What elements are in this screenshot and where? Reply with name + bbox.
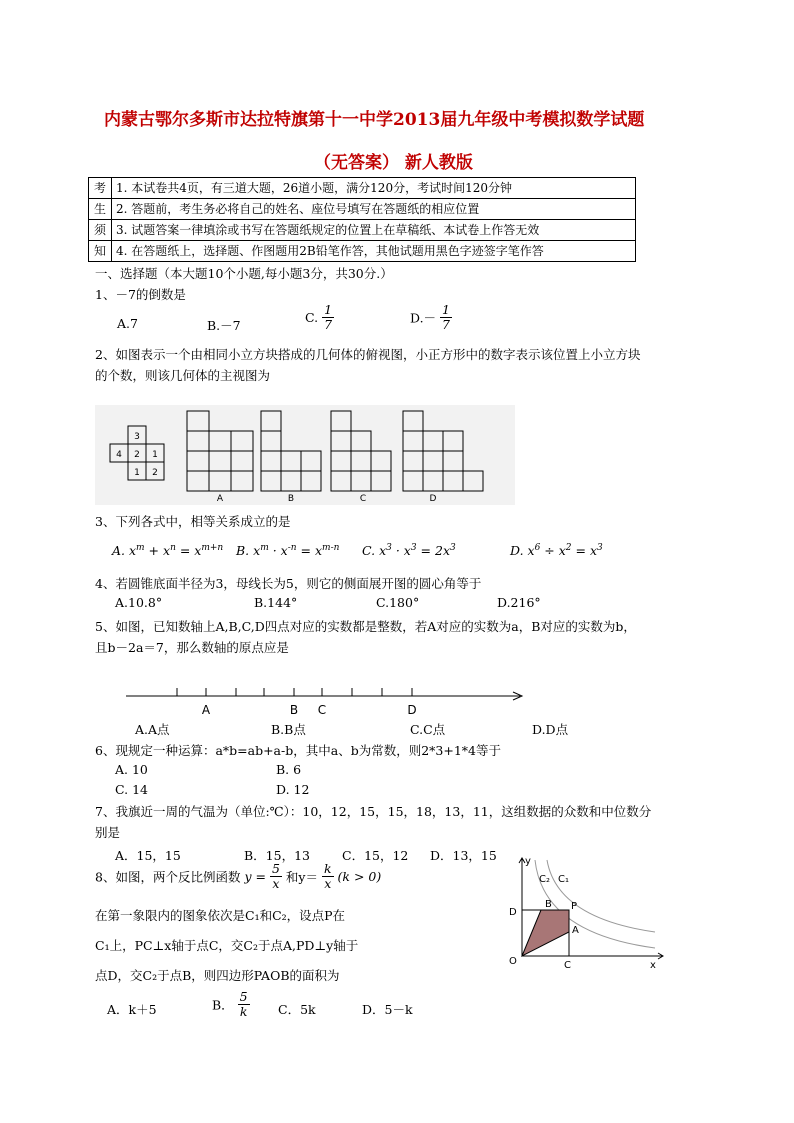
- notice-side-2: 生: [89, 199, 112, 220]
- q8-stem-post: (k > 0): [337, 869, 382, 884]
- q4-option-d: D.216°: [497, 595, 541, 610]
- q1-option-c-label: C.: [305, 310, 319, 325]
- grid-number: 3: [134, 432, 140, 442]
- notice-item-2: 2. 答题前，考生务必将自己的姓名、座位号填写在答题纸的相应位置: [112, 199, 636, 220]
- grid-number: 1: [134, 468, 140, 478]
- q8-fraction-5k: $\frac{5}{k}$: [239, 989, 248, 1019]
- grid-number: 2: [152, 468, 158, 478]
- q7-option-a: A．15，15: [115, 848, 181, 863]
- q1-option-d: [410, 303, 452, 332]
- q8-label-b: B: [545, 899, 552, 910]
- q5-line-1: 5、如图，已知数轴上A,B,C,D四点对应的实数都是整数，若A对应的实数为a，B对应的实数为b，: [95, 619, 636, 634]
- q4-option-c: C.180°: [376, 595, 420, 610]
- q8-option-a: A．k＋5: [107, 1002, 157, 1017]
- q7-option-d: D．13，15: [430, 848, 497, 863]
- q7-line-2: 别是: [95, 825, 121, 840]
- title-line-1: 内蒙古鄂尔多斯市达拉特旗第十一中学2013届九年级中考模拟数学试题: [104, 110, 645, 130]
- notice-item-3: 3. 试题答案一律填涂或书写在答题纸规定的位置上在草稿纸、本试卷上作答无效: [112, 220, 636, 241]
- q2-option-label-a: A: [216, 494, 224, 504]
- q2-option-label-b: B: [287, 494, 295, 504]
- q5-option-b: B.B点: [271, 722, 306, 737]
- q5-line-2: 且b－2a＝7，那么数轴的原点应是: [95, 640, 289, 655]
- notice-side-3: 须: [89, 220, 112, 241]
- q2-line-2: 的个数，则该几何体的主视图为: [95, 368, 271, 383]
- title-line-2: （无答案） 新人教版: [314, 153, 473, 173]
- q4-option-b: B.144°: [254, 595, 298, 610]
- notice-item-1: 1. 本试卷共4页，有三道大题，26道小题，满分120分，考试时间120分钟: [112, 178, 636, 199]
- q5-option-d: D.D点: [532, 722, 569, 737]
- q6-option-c: C. 14: [115, 782, 148, 797]
- notice-item-4: 4. 在答题纸上，选择题、作图题用2B铅笔作答，其他试题用黑色字迹签字笔作答: [112, 241, 636, 262]
- section-heading: 一、选择题（本大题10个小题,每小题3分，共30分.）: [95, 266, 393, 281]
- q4-stem: 4、若圆锥底面半径为3，母线长为5，则它的侧面展开图的圆心角等于: [95, 576, 482, 591]
- q8-figure: [495, 848, 670, 973]
- q8-label-c2: C₂: [539, 874, 550, 885]
- q1-fraction-d: $\frac{1}{7}$: [442, 302, 450, 332]
- q3-option-c: C. $x^3 \cdot x^3 = 2x^3$: [362, 543, 456, 559]
- q1-option-b: B.－7: [207, 318, 241, 333]
- q7-line-1: 7、我旗近一周的气温为（单位:℃）：10，12，15，15，18，13，11，这组数据的众数和中位数分: [95, 804, 652, 819]
- q8-label-o: O: [509, 956, 517, 967]
- q8-option-b-label: B．: [212, 997, 234, 1013]
- q3-option-a: A. $x^m + x^n = x^{m+n}$: [112, 543, 224, 559]
- q8-stem-mid: 和y＝: [285, 869, 318, 885]
- q1-option-d-label: D.－: [410, 310, 437, 326]
- q5-point-a: A: [201, 703, 211, 717]
- q5-point-c: C: [317, 703, 327, 717]
- q8-label-y: y: [525, 856, 531, 867]
- q2-option-label-d: D: [429, 494, 437, 504]
- q8-stem-pre: 8、如图，两个反比例函数: [95, 869, 241, 885]
- q8-option-c: C．5k: [278, 1002, 316, 1017]
- q3-option-d: D. $x^6 \div x^2 = x^3$: [510, 543, 603, 559]
- q2-option-label-c: C: [359, 494, 367, 504]
- q8-line-3: C₁上，PC⊥x轴于点C，交C₂于点A,PD⊥y轴于: [95, 938, 359, 953]
- q5-point-d: D: [407, 703, 417, 717]
- q8-option-b: [212, 990, 250, 1019]
- q1-fraction-c: $\frac{1}{7}$: [324, 302, 333, 332]
- q8-label-p: P: [571, 901, 578, 912]
- q6-option-d: D. 12: [276, 782, 310, 797]
- q8-label-c: C: [564, 960, 571, 971]
- q6-option-b: B. 6: [276, 762, 302, 777]
- q8-fraction-5x: $\frac{5}{x}$: [271, 861, 280, 891]
- q5-option-c: C.C点: [410, 722, 446, 737]
- q6-option-a: A. 10: [115, 762, 148, 777]
- q3-option-b: B. $x^m \cdot x^{-n} = x^{m-n}$: [236, 543, 340, 559]
- q1-option-c: [305, 303, 334, 332]
- q2-figure: [95, 405, 515, 505]
- q8-fraction-kx: $\frac{k}{x}$: [323, 861, 332, 891]
- q6-stem: 6、现规定一种运算：a*b=ab+a-b，其中a、b为常数，则2*3+1*4等于: [95, 743, 501, 758]
- grid-number: 2: [134, 450, 140, 460]
- q8-line-4: 点D，交C₂于点B，则四边形PAOB的面积为: [95, 968, 340, 983]
- notice-side-4: 知: [89, 241, 112, 262]
- q7-option-c: C．15，12: [342, 848, 409, 863]
- grid-number: 4: [116, 450, 122, 460]
- q5-number-line: [120, 684, 535, 718]
- notice-table: [88, 177, 636, 262]
- q2-line-1: 2、如图表示一个由相同小立方块搭成的几何体的俯视图，小正方形中的数字表示该位置上小立方块: [95, 347, 641, 362]
- q1-stem: 1、－7的倒数是: [95, 287, 186, 302]
- notice-side-1: 考: [89, 178, 112, 199]
- q7-option-b: B．15，13: [244, 848, 310, 863]
- q4-option-a: A.10.8°: [115, 595, 163, 610]
- q5-option-a: A.A点: [135, 722, 170, 737]
- q8-option-d: D．5－k: [362, 1002, 413, 1017]
- q3-stem: 3、下列各式中，相等关系成立的是: [95, 514, 291, 529]
- q8-label-d: D: [509, 907, 517, 918]
- q8-label-a: A: [572, 925, 579, 936]
- q8-label-c1: C₁: [558, 874, 569, 885]
- q5-point-b: B: [289, 703, 299, 717]
- q1-option-a: A.7: [117, 316, 138, 331]
- q8-stem: 8、如图，两个反比例函数 y = $\frac{5}{x}$ 和y＝ $\frac{k}{x}$ (k > 0): [95, 861, 382, 891]
- q8-label-x: x: [650, 960, 656, 971]
- grid-number: 1: [152, 450, 158, 460]
- q8-line-2: 在第一象限内的图象依次是C₁和C₂，设点P在: [95, 908, 346, 923]
